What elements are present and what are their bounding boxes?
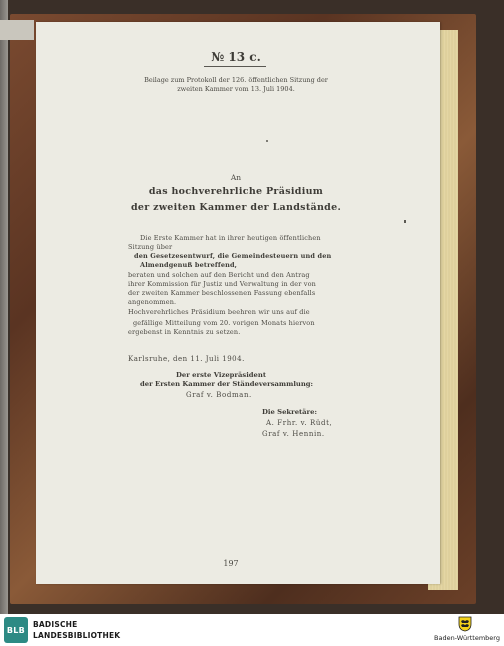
paper-speck [266, 140, 268, 142]
body-line: Sitzung über [128, 243, 173, 251]
viewer-footer [0, 614, 504, 646]
body-line: Almendgenuß betreffend, [140, 261, 238, 269]
vice-president-description: der Ersten Kammer der Ständeversammlung: [140, 380, 314, 388]
body-line: Hochverehrliches Präsidium beehren wir uns auf die [128, 308, 310, 316]
secretary-name: A. Frhr. v. Rüdt, [266, 419, 333, 427]
library-name-line-1: BADISCHE [33, 620, 78, 629]
body-line: ergebenst in Kenntnis zu setzen. [128, 328, 241, 336]
address-line-1: das hochverehrliche Präsidium [148, 186, 324, 197]
paper-speck [404, 220, 406, 223]
body-line: ihrer Kommission für Justiz und Verwaltung in der von [128, 280, 316, 288]
address-line-2: der zweiten Kammer der Landstände. [130, 202, 342, 213]
number-underline [204, 66, 266, 67]
document-page [36, 22, 440, 584]
vice-president-name: Graf v. Bodman. [186, 391, 252, 399]
scan-margin-strip [0, 20, 34, 40]
page-number: 197 [223, 559, 239, 568]
secretaries-title: Die Sekretäre: [262, 408, 317, 416]
vice-president-title: Der erste Vizepräsident [176, 371, 266, 379]
document-date: Karlsruhe, den 11. Juli 1904. [128, 355, 245, 363]
secretary-name: Graf v. Hennin. [262, 430, 325, 438]
body-line: den Gesetzesentwurf, die Gemeindesteuern und den [134, 252, 332, 260]
blb-logo[interactable]: BLB [4, 617, 28, 643]
scan-left-edge [0, 0, 8, 614]
body-line: Die Erste Kammer hat in ihrer heutigen öffentlichen [140, 234, 321, 242]
document-subtitle-line-2: zweiten Kammer vom 13. Juli 1904. [177, 85, 295, 93]
document-subtitle-line-1: Beilage zum Protokoll der 126. öffentlichen Sitzung der [144, 76, 328, 84]
baden-wuerttemberg-crest-icon [458, 616, 472, 632]
body-line: der zweiten Kammer beschlossenen Fassung ebenfalls [128, 289, 316, 297]
body-line: beraten und solchen auf den Bericht und den Antrag [128, 271, 310, 279]
library-name-line-2: LANDESBIBLIOTHEK [33, 631, 121, 640]
body-line: angenommen. [128, 298, 177, 306]
region-label: Baden-Württemberg [434, 634, 500, 642]
document-number: № 13 c. [211, 50, 261, 64]
address-to: An [230, 173, 242, 182]
body-line: gefällige Mitteilung vom 20. vorigen Monats hiervon [133, 319, 315, 327]
